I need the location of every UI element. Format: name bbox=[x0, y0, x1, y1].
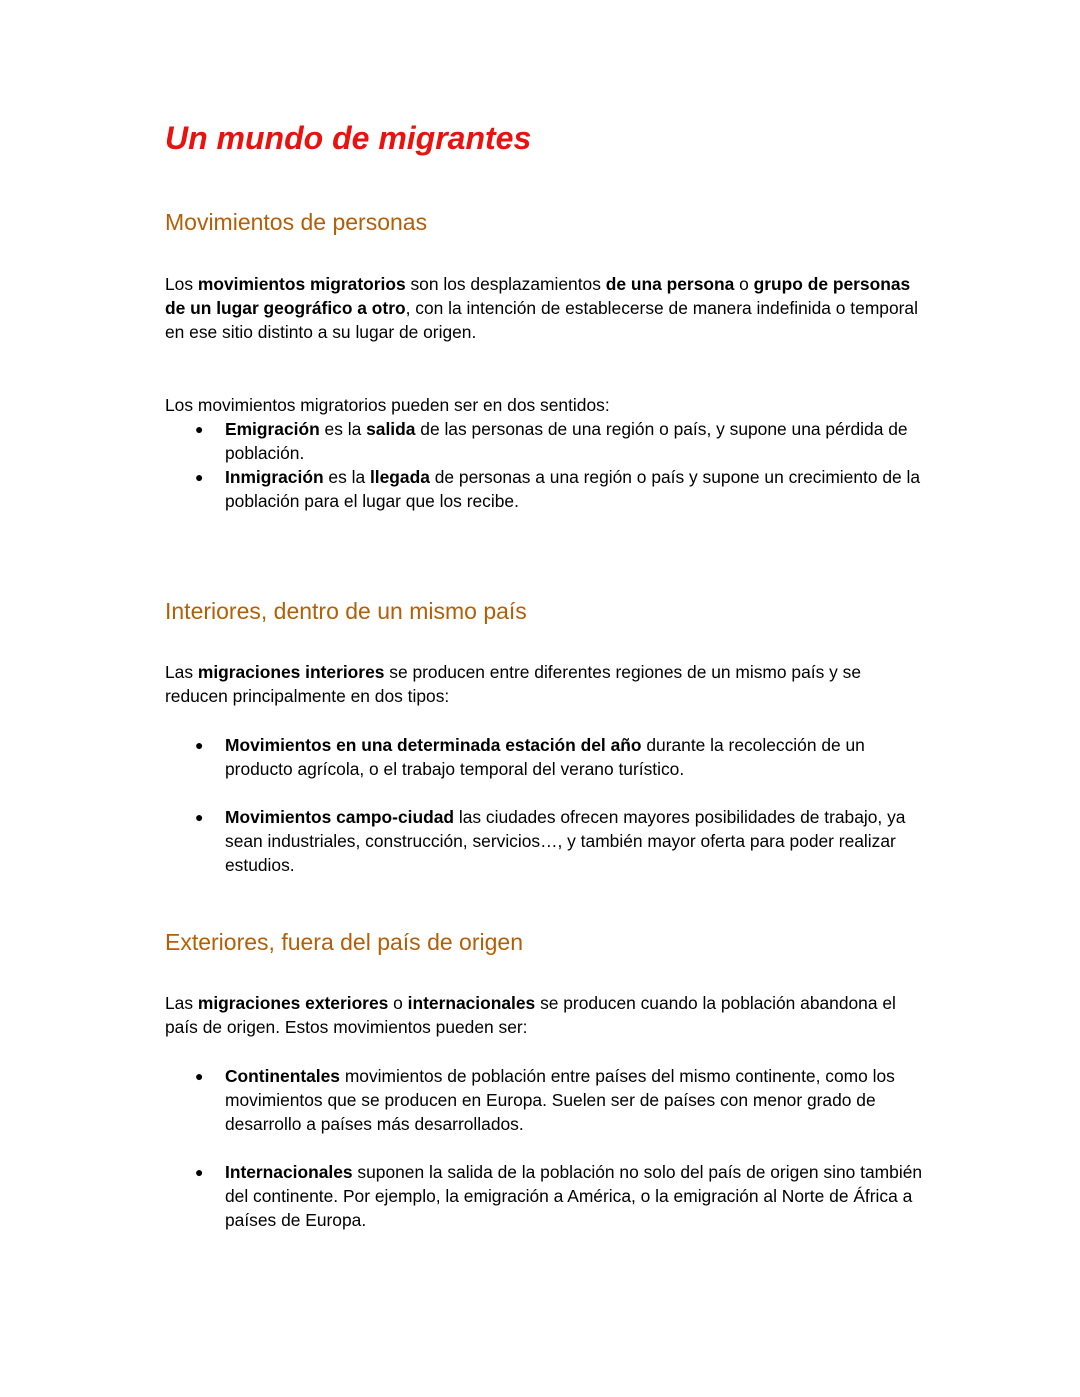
list-item bbox=[165, 1064, 925, 1136]
text-run: es la bbox=[319, 419, 367, 439]
text-run: es la bbox=[323, 467, 370, 487]
text-run: Las bbox=[165, 662, 198, 682]
text-run: o bbox=[388, 993, 408, 1013]
bold-term: Movimientos campo-ciudad bbox=[225, 807, 455, 827]
bold-term: Inmigración bbox=[225, 467, 324, 487]
text-run: movimientos de población entre países del mismo continente, como los movimientos que se producen en Europa. Suelen ser de países con menor grado de desarrollo a países más desarrollados. bbox=[225, 1066, 895, 1134]
paragraph-exteriores bbox=[165, 991, 925, 1039]
bold-term: llegada bbox=[369, 467, 430, 487]
paragraph-interiores bbox=[165, 660, 925, 708]
section-heading-movimientos: Movimientos de personas bbox=[165, 209, 428, 235]
list-item bbox=[165, 417, 925, 465]
document-title: Un mundo de migrantes bbox=[165, 120, 532, 156]
text-run: de personas a una región o país y supone un crecimiento de la población para el lugar que los recibe. bbox=[225, 467, 921, 511]
bullet-icon: ● bbox=[195, 469, 204, 485]
bold-term: Continentales bbox=[225, 1066, 340, 1086]
text-run: Los bbox=[165, 274, 198, 294]
bullet-list-exteriores bbox=[165, 1064, 925, 1232]
section-heading-exteriores: Exteriores, fuera del país de origen bbox=[165, 929, 523, 955]
bold-term: grupo de personas de un lugar geográfico a otro bbox=[165, 274, 911, 318]
bold-term: internacionales bbox=[407, 993, 536, 1013]
bold-term: migraciones exteriores bbox=[197, 993, 389, 1013]
bold-term: Emigración bbox=[225, 419, 320, 439]
bullet-list-interiores bbox=[165, 733, 925, 877]
bullet-icon: ● bbox=[195, 1068, 204, 1084]
list-item bbox=[165, 465, 925, 513]
text-run: se producen cuando la población abandona el país de origen. Estos movimientos pueden ser: bbox=[165, 993, 896, 1037]
text-run: suponen la salida de la población no solo del país de origen sino también del continente. Por ejemplo, la emigración a América, o la emigración al Norte de África a países de Europa. bbox=[225, 1162, 923, 1230]
paragraph-sentidos: Los movimientos migratorios pueden ser en dos sentidos: bbox=[165, 395, 610, 415]
text-run: durante la recolección de un producto agrícola, o el trabajo temporal del verano turístico. bbox=[225, 735, 865, 779]
text-run: o bbox=[734, 274, 754, 294]
list-item bbox=[165, 733, 925, 781]
text-run: las ciudades ofrecen mayores posibilidades de trabajo, ya sean industriales, construcción, servicios…, y también mayor oferta para poder realizar estudios. bbox=[225, 807, 906, 875]
bold-term: movimientos migratorios bbox=[197, 274, 406, 294]
list-item bbox=[165, 805, 925, 877]
bold-term: de una persona bbox=[605, 274, 735, 294]
text-run: de las personas de una región o país, y supone una pérdida de población. bbox=[225, 419, 908, 463]
paragraph-intro bbox=[165, 272, 925, 344]
text-run: Las bbox=[165, 993, 198, 1013]
bullet-icon: ● bbox=[195, 809, 204, 825]
bold-term: salida bbox=[366, 419, 416, 439]
bold-term: Movimientos en una determinada estación del año bbox=[225, 735, 642, 755]
bullet-icon: ● bbox=[195, 737, 204, 753]
text-run: son los desplazamientos bbox=[405, 274, 606, 294]
text-run: se producen entre diferentes regiones de un mismo país y se reducen principalmente en dos tipos: bbox=[165, 662, 862, 706]
list-item bbox=[165, 1160, 925, 1232]
bold-term: migraciones interiores bbox=[197, 662, 385, 682]
bold-term: Internacionales bbox=[225, 1162, 353, 1182]
section-heading-interiores: Interiores, dentro de un mismo país bbox=[165, 598, 527, 624]
bullet-icon: ● bbox=[195, 421, 204, 437]
text-run: , con la intención de establecerse de manera indefinida o temporal en ese sitio distinto a su lugar de origen. bbox=[165, 298, 918, 342]
bullet-list-sentidos bbox=[165, 417, 925, 513]
bullet-icon: ● bbox=[195, 1164, 204, 1180]
